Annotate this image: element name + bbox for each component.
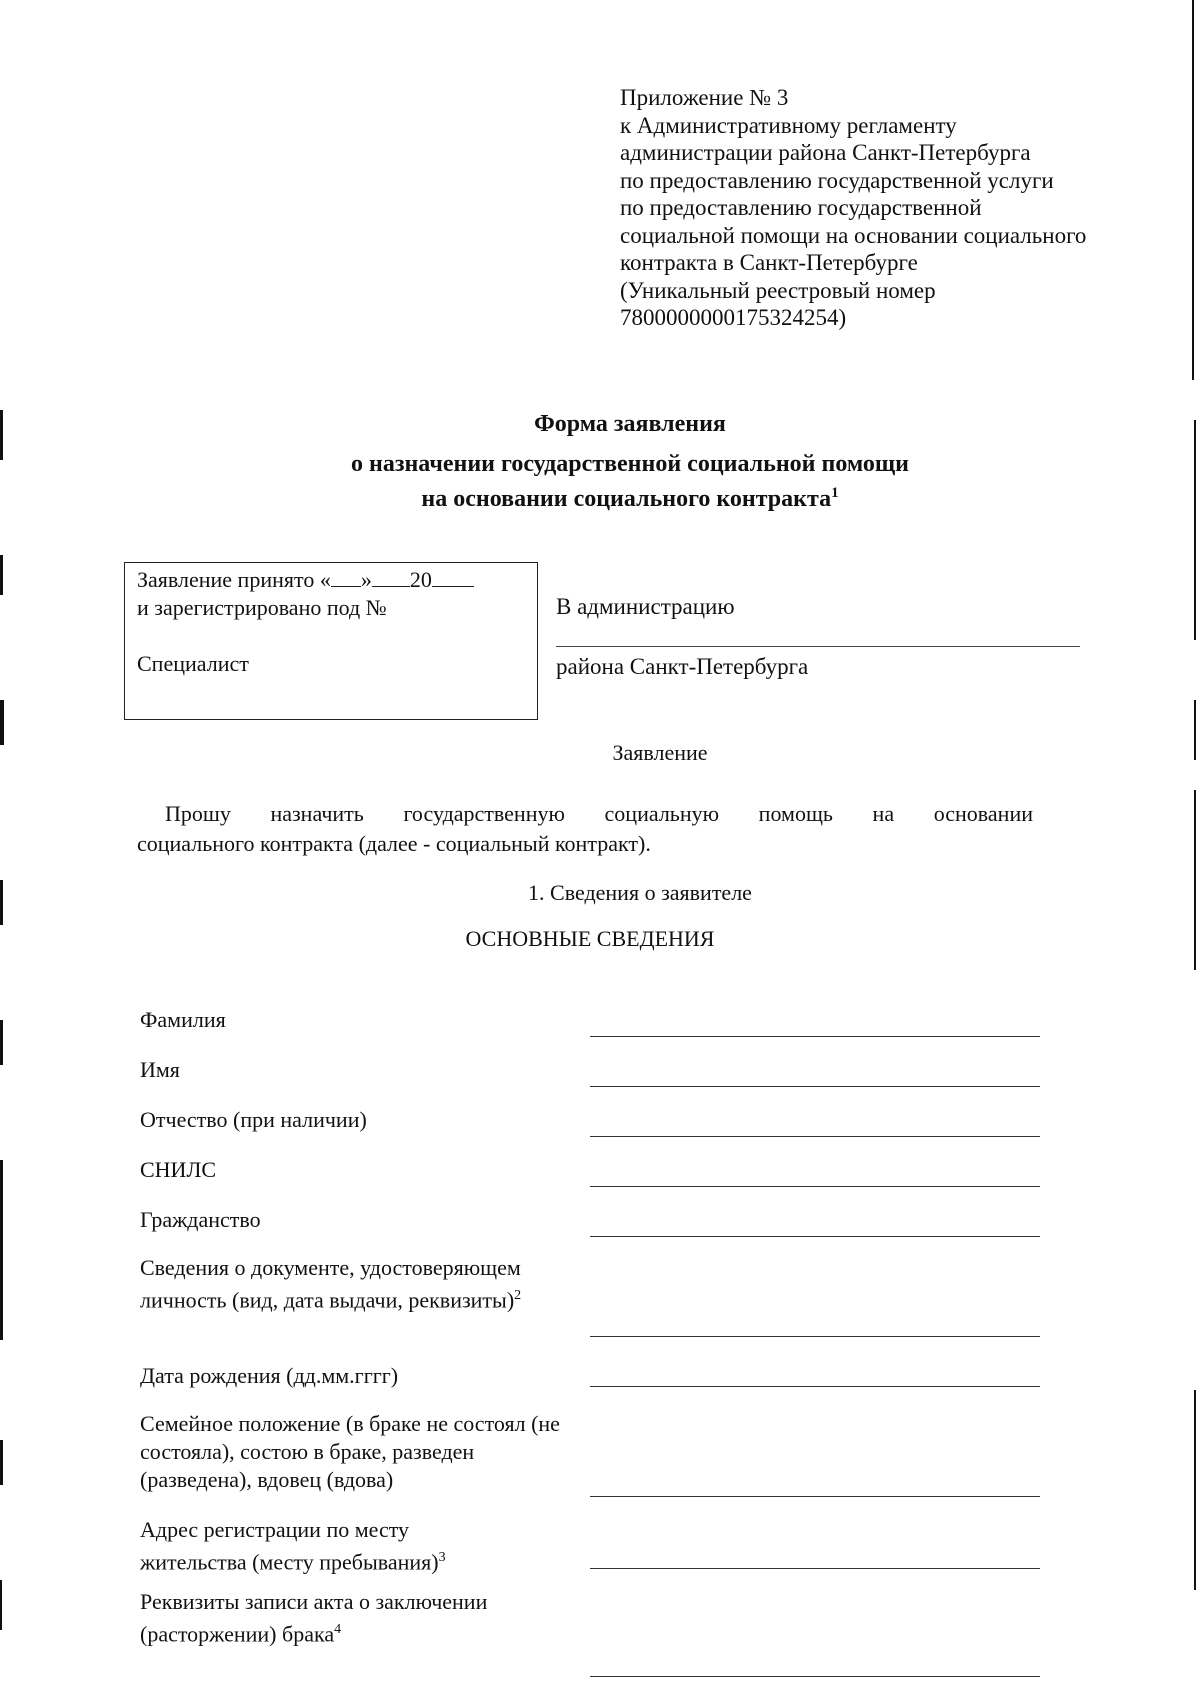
appendix-line: к Административному регламенту xyxy=(620,112,957,138)
field-label-name: Имя xyxy=(140,1057,180,1082)
appendix-line: 7800000000175324254) xyxy=(620,305,847,330)
request-word: социальную xyxy=(604,801,720,826)
appendix-line: Приложение № 3 xyxy=(620,85,789,110)
month-blank[interactable] xyxy=(372,568,410,587)
registration-number-label: и зарегистрировано под № xyxy=(137,595,387,620)
request-word: помощь xyxy=(758,801,833,826)
day-blank[interactable] xyxy=(331,568,361,587)
appendix-line: по предоставлению государственной услуги xyxy=(620,167,1054,193)
appendix-line: администрации района Санкт-Петербурга xyxy=(620,140,1031,165)
appendix-line: по предоставлению государственной xyxy=(620,195,982,220)
surname-input-line[interactable] xyxy=(590,1036,1040,1037)
scan-edge-mark xyxy=(0,880,3,925)
form-subtitle-2 xyxy=(0,485,1200,513)
footnote-marker: 2 xyxy=(514,1288,522,1303)
footnote-marker: 4 xyxy=(334,1622,342,1637)
scan-edge-mark xyxy=(0,700,4,745)
field-label-birth-date: Дата рождения (дд.мм.гггг) xyxy=(140,1363,399,1388)
request-word: на xyxy=(872,801,895,826)
accepted-prefix: Заявление принято « xyxy=(137,567,331,592)
statement-heading: Заявление xyxy=(612,740,708,765)
id-document-text: Сведения о документе, удостоверяющем личность (вид, дата выдачи, реквизиты) xyxy=(140,1255,521,1313)
accepted-year: 20 xyxy=(409,567,432,592)
id-document-input-line[interactable] xyxy=(590,1336,1040,1337)
field-label-patronymic: Отчество (при наличии) xyxy=(140,1107,367,1132)
snils-input-line[interactable] xyxy=(590,1186,1040,1187)
scan-edge-mark xyxy=(1192,0,1194,380)
request-word: назначить xyxy=(270,801,364,826)
appendix-line: социальной помощи на основании социального xyxy=(620,222,1087,248)
form-subtitle-text: на основании социального контракта xyxy=(421,486,832,512)
basic-info-title: ОСНОВНЫЕ СВЕДЕНИЯ xyxy=(465,926,715,951)
field-label-citizenship: Гражданство xyxy=(140,1207,261,1232)
request-word: основании xyxy=(933,801,1033,826)
administration-name-field[interactable] xyxy=(556,646,1080,647)
appendix-line: контракта в Санкт-Петербурге xyxy=(620,250,918,275)
patronymic-input-line[interactable] xyxy=(590,1136,1040,1137)
footnote-marker: 1 xyxy=(831,485,839,501)
scan-edge-mark xyxy=(0,1580,2,1630)
marriage-record-input-line[interactable] xyxy=(590,1676,1040,1677)
form-title: Форма заявления xyxy=(534,411,726,437)
administration-district: района Санкт-Петербурга xyxy=(556,654,809,679)
scan-edge-mark xyxy=(1194,1390,1196,1590)
registration-accepted xyxy=(137,567,474,593)
specialist-label: Специалист xyxy=(137,651,249,676)
field-label-marriage-record xyxy=(140,1588,540,1648)
administration-to: В администрацию xyxy=(556,594,735,619)
appendix-header xyxy=(620,84,1140,332)
registration-address-input-line[interactable] xyxy=(590,1568,1040,1569)
scan-edge-mark xyxy=(0,1020,3,1065)
citizenship-input-line[interactable] xyxy=(590,1236,1040,1237)
footnote-marker: 3 xyxy=(438,1550,446,1565)
registration-address-text: Адрес регистрации по месту жительства (месту пребывания) xyxy=(140,1517,439,1575)
field-label-registration-address xyxy=(140,1516,470,1576)
request-line-2: социального контракта (далее - социальный контракт). xyxy=(137,831,651,856)
form-subtitle: о назначении государственной социальной помощи xyxy=(351,451,909,477)
request-line-1 xyxy=(137,799,1033,829)
scan-edge-mark xyxy=(0,1440,3,1485)
appendix-line: (Уникальный реестровый номер xyxy=(620,277,936,303)
marital-status-input-line[interactable] xyxy=(590,1496,1040,1497)
field-label-surname: Фамилия xyxy=(140,1007,226,1032)
marriage-record-text: Реквизиты записи акта о заключении (расторжении) брака xyxy=(140,1589,488,1647)
scan-edge-mark xyxy=(0,1160,3,1340)
accepted-mid: » xyxy=(360,567,372,592)
request-paragraph xyxy=(137,799,1033,859)
birth-date-input-line[interactable] xyxy=(590,1386,1040,1387)
request-word: Прошу xyxy=(165,801,231,826)
scan-edge-mark xyxy=(0,555,3,595)
registration-box xyxy=(124,562,538,720)
section-title: 1. Сведения о заявителе xyxy=(528,880,752,905)
name-input-line[interactable] xyxy=(590,1086,1040,1087)
field-label-snils: СНИЛС xyxy=(140,1157,217,1182)
field-label-id-document xyxy=(140,1254,550,1314)
year-blank[interactable] xyxy=(432,568,474,587)
field-label-marital-status: Семейное положение (в браке не состоял (не состояла), состою в браке, разведен (разведена), вдовец (вдова) xyxy=(140,1411,560,1492)
request-word: государственную xyxy=(403,801,565,826)
